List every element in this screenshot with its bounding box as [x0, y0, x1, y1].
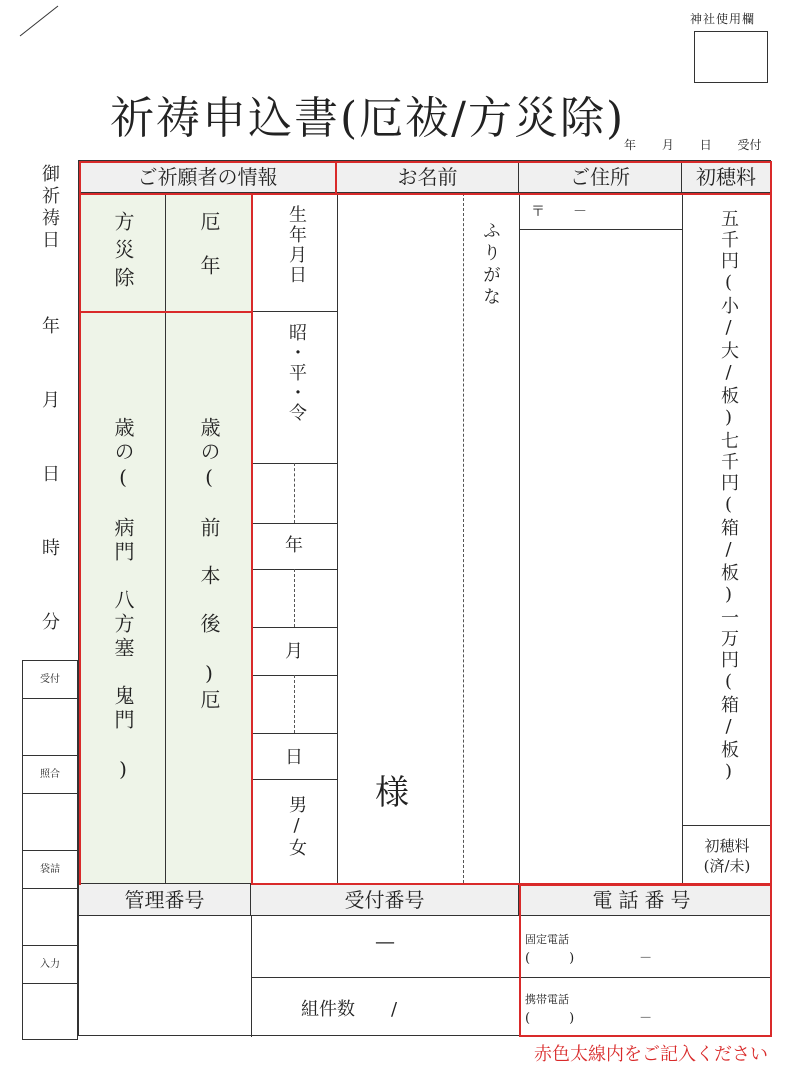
hosaiyoke-label[interactable]: 方災除 [111, 211, 135, 295]
admin-no-field[interactable] [79, 917, 251, 1035]
side-blank-1 [23, 698, 78, 755]
postal-code-field[interactable]: 〒 － [531, 204, 587, 220]
prayer-date-char: 御 [42, 164, 60, 185]
prayer-date-char: 日 [42, 464, 60, 485]
footer-note: 赤色太線内をご記入ください [534, 1044, 768, 1065]
side-label-uketsuke: 受付 [23, 660, 78, 698]
landline-field[interactable]: ( ) － [525, 951, 653, 966]
prayer-date-char: 分 [42, 612, 60, 633]
prayer-date-char: 年 [42, 316, 60, 337]
header-phone-no: 電話番号 [519, 884, 770, 916]
date-month: 月 [661, 138, 674, 152]
prayer-date-char: 日 [42, 230, 60, 251]
side-label-fukuro: 袋詰 [23, 850, 78, 888]
address-input-area[interactable] [519, 230, 682, 883]
side-label-nyuryoku: 入力 [23, 945, 78, 983]
corner-slash [18, 4, 60, 38]
prayer-date-char: 時 [42, 538, 60, 559]
side-admin-column [22, 660, 78, 1040]
yakudoshi-label[interactable]: 厄年 [197, 211, 221, 299]
date-year: 年 [624, 138, 637, 152]
page-title: 祈祷申込書(厄祓/方災除) [110, 93, 626, 144]
header-reception-no: 受付番号 [251, 884, 519, 916]
fee-status-options[interactable]: (済/未) [703, 857, 751, 875]
prayer-date-char: 月 [42, 390, 60, 411]
header-fee: 初穂料 [682, 161, 770, 193]
prayer-date-column [40, 160, 62, 633]
yakudoshi-age-options[interactable]: 歳の( 前 本 後 )厄 [197, 417, 221, 713]
header-name: お名前 [337, 161, 519, 193]
date-day: 日 [699, 138, 712, 152]
name-input-area[interactable] [337, 193, 519, 883]
header-address: ご住所 [519, 161, 682, 193]
fee-options[interactable]: 五千円(小/大/板)七千円(箱/板)一万円(箱/板) [718, 209, 739, 785]
group-count-field[interactable]: 組件数 / [301, 999, 398, 1020]
side-label-shogo: 照合 [23, 755, 78, 793]
gender-options[interactable]: 男/女 [286, 795, 307, 858]
birth-month-label: 月 [285, 641, 303, 662]
side-blank-4 [23, 983, 78, 1040]
birth-label: 生年月日 [286, 205, 307, 285]
date-line [624, 136, 762, 153]
header-applicant-info: ご祈願者の情報 [79, 161, 337, 193]
date-received: 受付 [737, 138, 762, 152]
application-form [78, 160, 771, 1036]
side-blank-2 [23, 793, 78, 850]
hosaiyoke-age-options[interactable]: 歳の( 病門 八方塞 鬼門 ) [111, 417, 135, 785]
header-admin-no: 管理番号 [79, 884, 251, 916]
furigana-label: ふりがな [480, 221, 501, 309]
birth-day-label: 日 [285, 747, 303, 768]
mobile-label: 携帯電話 [525, 993, 569, 1006]
mobile-field[interactable]: ( ) － [525, 1011, 653, 1026]
sama-label: 様 [375, 773, 409, 813]
side-blank-3 [23, 888, 78, 945]
prayer-date-char: 祷 [42, 208, 60, 229]
birth-year-label: 年 [285, 535, 303, 556]
prayer-date-char: 祈 [42, 186, 60, 207]
fee-status-label: 初穂料 [704, 837, 750, 855]
reception-no-dash: — [375, 929, 395, 953]
era-options[interactable]: 昭・平・令 [286, 323, 307, 423]
shrine-use-box [694, 31, 768, 83]
shrine-use-label: 神社使用欄 [690, 12, 756, 26]
landline-label: 固定電話 [525, 933, 569, 946]
